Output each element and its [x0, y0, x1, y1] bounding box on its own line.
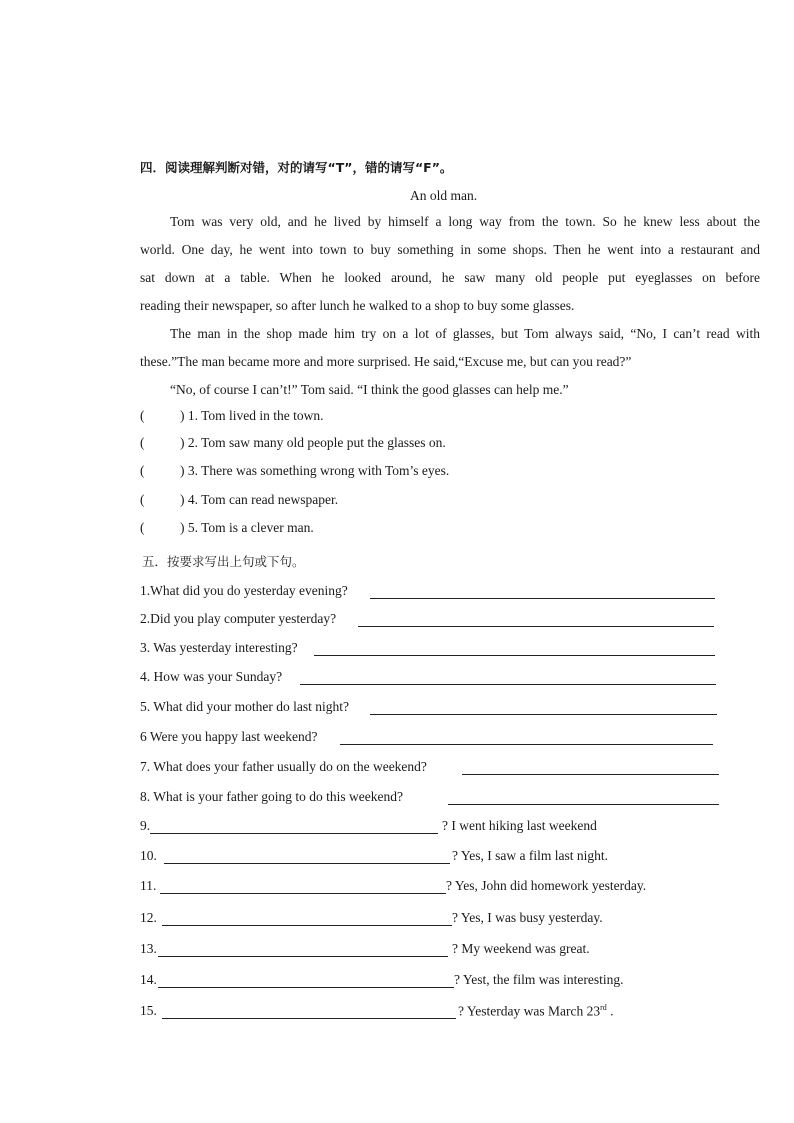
write-question-row[interactable] — [140, 1003, 614, 1023]
answer-line[interactable] — [340, 744, 713, 745]
write-question-row[interactable] — [140, 818, 597, 838]
question-text: 1.What did you do yesterday evening? — [140, 583, 348, 598]
question-text: 3. Was yesterday interesting? — [140, 640, 298, 655]
answer-line[interactable] — [462, 774, 719, 775]
passage-line: reading their newspaper, so after lunch he walked to a shop to buy some glasses. — [140, 298, 575, 313]
passage-line: world. One day, he went into town to buy something in some shops. Then he went into a restaurant and — [140, 242, 760, 257]
answer-line[interactable] — [158, 987, 454, 988]
answer-line[interactable] — [370, 714, 717, 715]
answer-line[interactable] — [162, 1018, 456, 1019]
answer-line[interactable] — [160, 893, 446, 894]
write-question-row[interactable] — [140, 972, 624, 992]
answer-line[interactable] — [300, 684, 716, 685]
open-paren: ( — [140, 435, 145, 450]
question-row[interactable] — [140, 789, 403, 809]
question-row[interactable] — [140, 729, 317, 749]
open-paren: ( — [140, 463, 145, 478]
statement-text: ) 4. Tom can read newspaper. — [180, 492, 339, 507]
question-row[interactable] — [140, 611, 336, 631]
given-answer: ? Yes, I was busy yesterday. — [452, 910, 603, 925]
answer-line[interactable] — [448, 804, 719, 805]
passage-line: these.”The man became more and more surprised. He said,“Excuse me, but can you read?” — [140, 354, 632, 369]
section4-heading: 四．阅读理解判断对错，对的请写“T”，错的请写“F”。 — [140, 160, 453, 175]
open-paren: ( — [140, 520, 145, 535]
answer-line[interactable] — [150, 833, 438, 834]
open-paren: ( — [140, 492, 145, 507]
write-question-row[interactable] — [140, 848, 608, 868]
statement-text: ) 1. Tom lived in the town. — [180, 408, 324, 423]
question-row[interactable] — [140, 583, 348, 603]
question-row[interactable] — [140, 699, 349, 719]
passage — [140, 208, 760, 404]
question-row[interactable] — [140, 759, 427, 779]
passage-line: Tom was very old, and he lived by himself a long way from the town. So he knew less about the — [170, 214, 760, 229]
given-answer: ? I went hiking last weekend — [442, 818, 597, 833]
given-answer: ? Yes, John did homework yesterday. — [446, 878, 647, 893]
answer-line[interactable] — [370, 598, 715, 599]
write-question-row[interactable] — [140, 878, 647, 898]
item-number: 11. — [140, 878, 157, 893]
question-text: 7. What does your father usually do on the weekend? — [140, 759, 427, 774]
given-answer: ? Yes, I saw a film last night. — [452, 848, 608, 863]
section5-heading: 五．按要求写出上句或下句。 — [142, 554, 305, 569]
question-text: 8. What is your father going to do this weekend? — [140, 789, 403, 804]
question-text: 4. How was your Sunday? — [140, 669, 283, 684]
question-row[interactable] — [140, 640, 298, 660]
passage-title: An old man. — [410, 188, 478, 203]
given-answer: ? Yesterday was March 23rd . — [458, 1003, 614, 1019]
statement-text: ) 5. Tom is a clever man. — [180, 520, 314, 535]
item-number: 10. — [140, 848, 157, 863]
answer-line[interactable] — [314, 655, 715, 656]
answer-line[interactable] — [162, 925, 452, 926]
question-text: 6 Were you happy last weekend? — [140, 729, 318, 744]
answer-line[interactable] — [358, 626, 714, 627]
write-question-row[interactable] — [140, 941, 590, 961]
item-number: 12. — [140, 910, 157, 925]
given-answer: ? My weekend was great. — [452, 941, 590, 956]
question-row[interactable] — [140, 669, 282, 689]
item-number: 9. — [140, 818, 151, 833]
statement-text: ) 3. There was something wrong with Tom’s eyes. — [180, 463, 450, 478]
passage-line: “No, of course I can’t!” Tom said. “I think the good glasses can help me.” — [170, 382, 569, 397]
given-answer: ? Yest, the film was interesting. — [454, 972, 624, 987]
answer-line[interactable] — [164, 863, 450, 864]
answer-line[interactable] — [158, 956, 448, 957]
ordinal-suffix: rd — [600, 1003, 607, 1012]
open-paren: ( — [140, 408, 145, 423]
question-text: 5. What did your mother do last night? — [140, 699, 349, 714]
item-number: 13. — [140, 941, 157, 956]
statement-text: ) 2. Tom saw many old people put the glasses on. — [180, 435, 446, 450]
write-question-row[interactable] — [140, 910, 603, 930]
item-number: 15. — [140, 1003, 157, 1018]
passage-line: The man in the shop made him try on a lot of glasses, but Tom always said, “No, I can’t read with — [170, 326, 760, 341]
item-number: 14. — [140, 972, 157, 987]
question-text: 2.Did you play computer yesterday? — [140, 611, 337, 626]
passage-line: sat down at a table. When he looked around, he saw many old people put eyeglasses on before — [140, 270, 760, 285]
